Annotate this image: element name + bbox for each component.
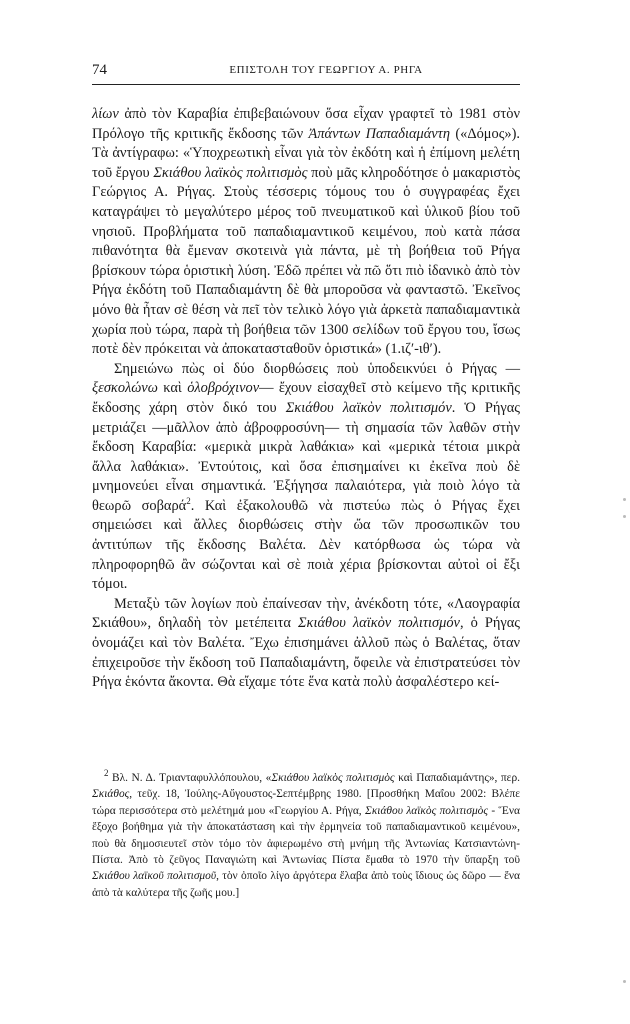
paragraph: Σημειώνω πὼς οἱ δύο διορθώσεις ποὺ ὑποδεικνύει ὁ Ρήγας —ξεσκολώνω καὶ ὁλοβρόχινον— ἔχουν εἰσαχθεῖ στὸ κείμενο τῆς κριτικῆς ἔκδοσης χάρη στὸν δικό του Σκιάθου λαϊκὸν πολιτισμόν. Ὁ Ρήγας μετριάζει —μᾶλλον ἀπὸ ἀβροφροσύνη— τὴ σημασία τῶν λαθῶν στὴν ἔκδοση Καραβία: «μερικὰ μικρὰ λαθάκια» καὶ «μερικὰ τέτοια μικρὰ ἄλλα λαθάκια». Ἐντούτοις, καὶ ὅσα ἐπισημαίνει κι ἐκεῖνα ποὺ δὲ μνημονεύει εἶναι σημαντικά. Ἐξήγησα παλαιότερα, γιὰ ποιὸ λόγο τὰ θεωρῶ σοβαρά$^2$. Καὶ ἐξακολουθῶ νὰ πιστεύω πὼς ὁ Ρήγας ἔχει σημειώσει καὶ ἄλλες διορθώσεις στὴν ὤα τῶν προσωπικῶν του ἀντιτύπων τῆς ἔκδοσης Βαλέτα. Δὲν κατόρθωσα ὡς τώρα νὰ πληροφορηθῶ ἂν σώζονται καὶ σὲ ποιὰ χέρια βρίσκονται αὐτοὶ οἱ ἔξι τόμοι. xyxy=(92,360,521,593)
italic-text: λίων xyxy=(92,106,119,122)
paragraph: λίων ἀπὸ τὸν Καραβία ἐπιβεβαιώνουν ὅσα εἶχαν γραφτεῖ τὸ 1981 στὸν Πρόλογο τῆς κριτικῆς ἔκδοσης τῶν Ἀπάντων Παπαδιαμάντη («Δόμος»). Τὰ ἀντίγραφω: «Ὑποχρεωτικὴ εἶναι γιὰ τὸν ἐκδότη καὶ ἡ ἐπίμονη μελέτη τοῦ ἔργου Σκιάθου λαϊκὸς πολιτισμὸς ποὺ μᾶς κληροδότησε ὁ μακαριστὸς Γεώργιος Α. Ρήγας. Στοὺς τέσσερις τόμους του ὁ συγγραφέας ἔχει καταγράψει τὸ μεγαλύτερο μέρος τοῦ πνευματικοῦ καὶ ὑλικοῦ βίου τοῦ νησιοῦ. Προβλήματα τοῦ παπαδιαμαντικοῦ κειμένου, ποὺ κατὰ πάσα πιθανότητα θὰ ἔμεναν σκοτεινὰ γιὰ πάντα, μὲ τὴ βοήθεια τοῦ Ρήγα βρίσκουν τώρα ὁριστικὴ λύση. Ἐδῶ πρέπει νὰ πῶ ὅτι πιὸ ἰδανικὸ ἀπὸ τὸν Ρήγα ἐκδότη τοῦ Παπαδιαμάντη δὲ θὰ μποροῦσα νὰ φανταστῶ. Ἐκεῖνος μόνο θὰ ἦταν σὲ θέση νὰ πεῖ τὸν τελικὸ λόγο γιὰ ἀρκετὰ παπαδιαμαντικὰ χωρία ποὺ τώρα, παρὰ τὴ βοήθεια τῶν 1300 σελίδων τοῦ ἔργου του, ἴσως ποτὲ δὲν πρόκειται νὰ ἀποκατασταθοῦν ὁριστικά» (1.ιζ′-ιθ′). xyxy=(92,106,520,358)
footnotes xyxy=(92,770,520,901)
italic-text: Σκιάθου λαϊκὸν πολιτισμόν xyxy=(297,615,460,632)
italic-text: Σκιάθου λαϊκοῦ πολιτισμοῦ xyxy=(92,870,217,883)
italic-text: Σκιάθου λαϊκὸς πολιτισμὸς xyxy=(271,772,395,784)
footnote-reference: 2 xyxy=(186,496,191,507)
footnote-mark: 2 xyxy=(104,768,109,779)
italic-text: Σκιάθος xyxy=(92,788,130,801)
footnote-text: Βλ. Ν. Δ. Τριανταφυλλόπουλου, «Σκιάθου λαϊκὸς πολιτισμὸς καὶ Παπαδιαμάντης», περ. Σκιάθος, τεῦχ. 18, Ἰούλης-Αὔγουστος-Σεπτέμβρης 1980. [Προσθήκη Μαΐου 2002: Βλέπε τώρα περισσότερα στὸ μελέτημά μου «Γεωργίου Α. Ρήγα, Σκιάθου λαϊκὸς πολιτισμὸς - Ἕνα ἔξοχο βοήθημα γιὰ τὴν ἀποκατάσταση καὶ τὴν ἑρμηνεία τοῦ παπαδιαμαντικοῦ κειμένου», ποὺ θὰ δημοσιευτεῖ στὸν τόμο τὸν ἀφιερωμένο στὴ μνήμη τῆς Ἀντωνίας Κατσιαντώνη-Πίστα. Ἀπὸ τὸ ζεῦγος Παναγιώτη καὶ Ἀντωνίας Πίστα ἔμαθα τὸ 1970 τὴν ὕπαρξη τοῦ Σκιάθου λαϊκοῦ πολιτισμοῦ, τὸν ὁποῖο λίγο ἀργότερα ἔλαβα ἀπὸ τοὺς ἴδιους ὡς δῶρο — ἕνα ἀπὸ τὰ καλύτερα τῆς ζωῆς μου.] xyxy=(92,772,520,899)
scan-speck xyxy=(623,498,626,501)
italic-text: Σκιάθου λαϊκὸς πολιτισμὸς xyxy=(365,804,488,817)
italic-text: Σκιάθου λαϊκὸς πολιτισμὸς xyxy=(153,164,308,181)
italic-text: Ἀπάντων Παπαδιαμάντη xyxy=(308,125,450,142)
footnote xyxy=(92,770,520,901)
italic-text: ξεσκολώνω xyxy=(92,380,158,397)
body-text xyxy=(92,105,520,693)
paragraph: Μεταξὺ τῶν λογίων ποὺ ἐπαίνεσαν τὴν, ἀνέκδοτη τότε, «Λαογραφία Σκιάθου», δηλαδὴ τὸν μετέπειτα Σκιάθου λαϊκὸν πολιτισμόν, ὁ Ρήγας ὀνομάζει καὶ τὸν Βαλέτα. Ἔχω ἐπισημάνει ἀλλοῦ πὼς ὁ Βαλέτας, ὅταν ἐπιχειροῦσε τὴν ἔκδοση τοῦ Παπαδιαμάντη, ὄφειλε νὰ ἐπιστρατεύσει τὸν Ρήγα ἑκόντα ἄκοντα. Θὰ εἴχαμε τότε ἕνα κατὰ πολὺ ἀσφαλέστερο κεί- xyxy=(92,595,520,691)
scan-speck xyxy=(623,980,626,983)
running-title: ΕΠΙΣΤΟΛΗ ΤΟΥ ΓΕΩΡΓΙΟΥ Α. ΡΗΓΑ xyxy=(229,64,423,76)
running-head xyxy=(92,60,520,85)
page-number: 74 xyxy=(92,62,107,78)
italic-text: Σκιάθου λαϊκὸν πολιτισμόν xyxy=(285,399,452,416)
scan-speck xyxy=(623,515,626,518)
italic-text: ὁλοβρόχινον xyxy=(187,380,260,397)
